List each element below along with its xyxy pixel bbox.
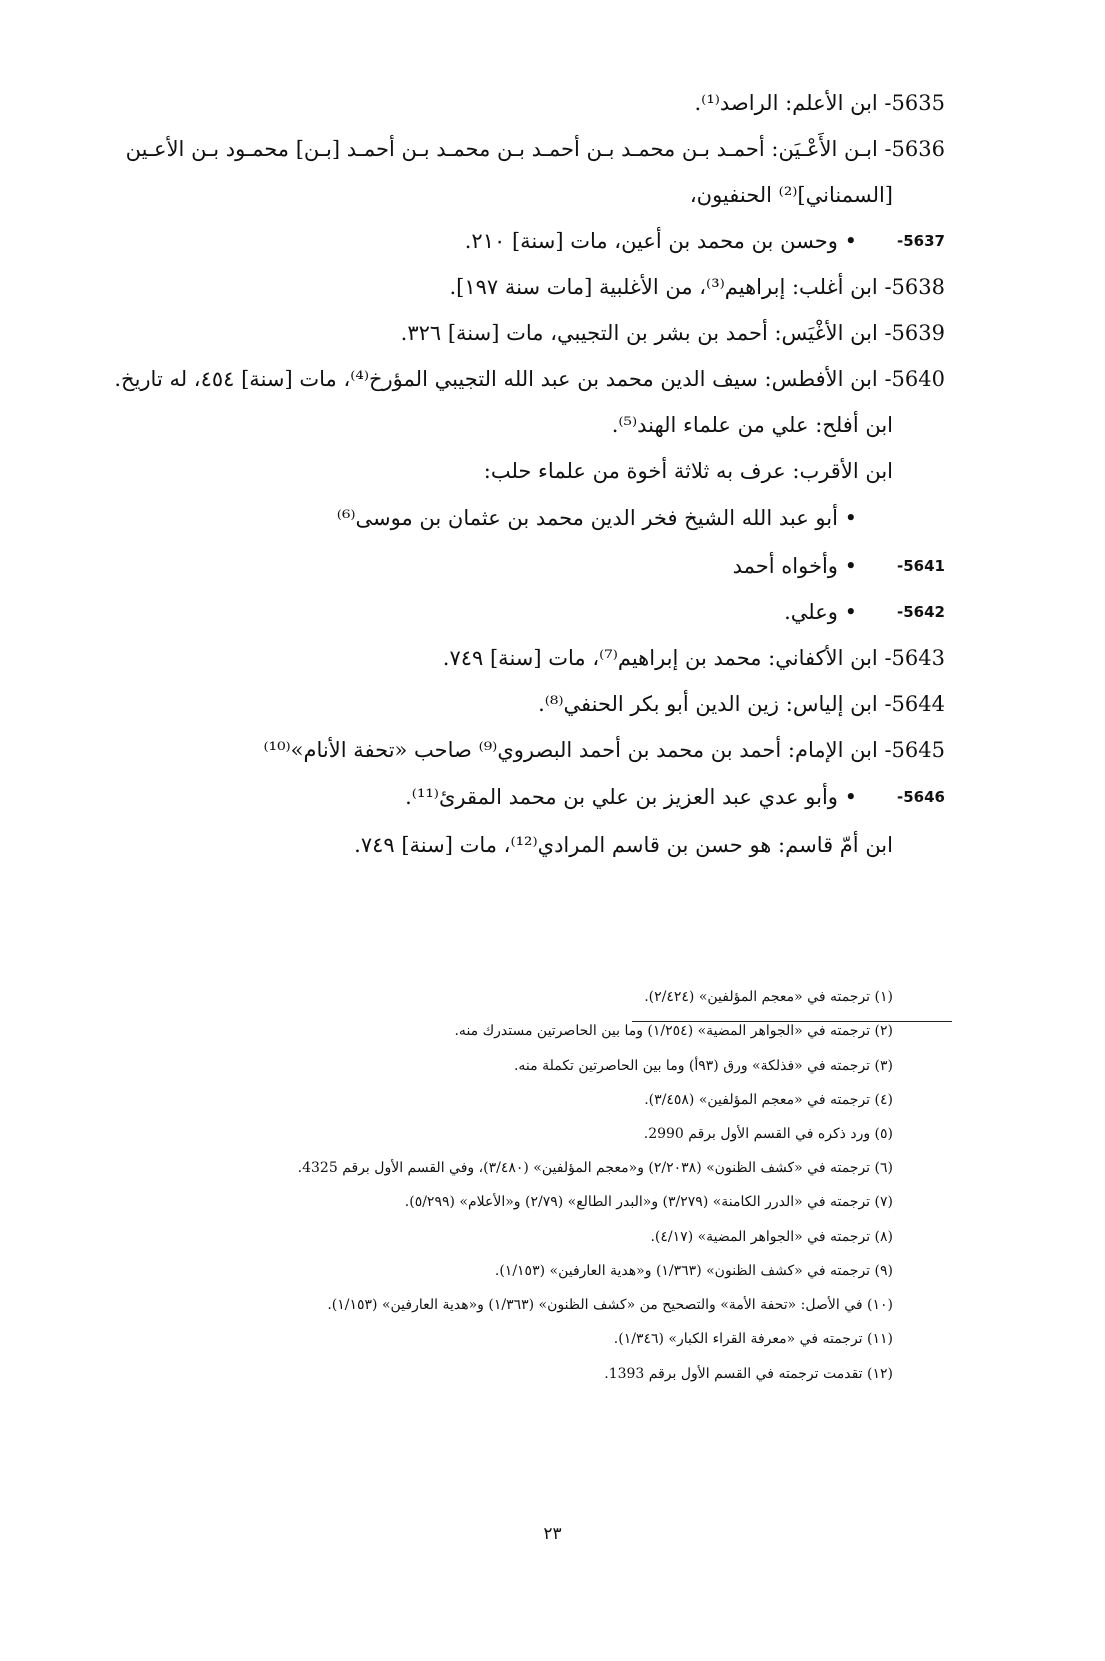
entry-ibn-umm-qasim: ابن أمّ قاسم: هو حسن بن قاسم المرادي⁽¹²⁾، مات [سنة] ٧٤٩.	[354, 833, 893, 857]
entry-number: 5646-	[897, 788, 945, 806]
page-number: ٢٣	[543, 1524, 562, 1544]
entry-5636-continuation: [السمناني]⁽²⁾ الحنفيون،	[689, 183, 893, 207]
footnote-11: (١١) ترجمته في «معرفة القراء الكبار» (١/٣٤٦).	[613, 1331, 893, 1347]
footnote-5: (٥) ورد ذكره في القسم الأول برقم 2990.	[643, 1126, 893, 1142]
footnote-1: (١) ترجمته في «معجم المؤلفين» (٢/٤٢٤).	[644, 989, 893, 1005]
entry-5646: • وأبو عدي عبد العزيز بن علي بن محمد المقرئ⁽¹¹⁾.	[405, 785, 857, 809]
entry-5644: 5644- ابن إلياس: زين الدين أبو بكر الحنفي⁽⁸⁾.	[538, 692, 945, 716]
footnote-10: (١٠) في الأصل: «تحفة الأمة» والتصحيح من «كشف الظنون» (١/٣٦٣) و«هدية العارفين» (١/١٥٣).	[327, 1297, 893, 1313]
footnote-2: (٢) ترجمته في «الجواهر المضية» (١/٢٥٤) وما بين الحاصرتين مستدرك منه.	[454, 1023, 893, 1039]
footnote-8: (٨) ترجمته في «الجواهر المضية» (٤/١٧).	[650, 1229, 893, 1245]
entry-ibn-al-aqrab: ابن الأقرب: عرف به ثلاثة أخوة من علماء حلب:	[483, 459, 893, 483]
entry-number: 5641-	[897, 557, 945, 575]
entry-5639: 5639- ابن الأغْيَس: أحمد بن بشر بن التجيبي، مات [سنة] ٣٢٦.	[400, 321, 945, 345]
entry-5641: • وأخواه أحمد	[732, 554, 857, 578]
footnote-7: (٧) ترجمته في «الدرر الكامنة» (٣/٢٧٩) و«البدر الطالع» (٢/٧٩) و«الأعلام» (٥/٢٩٩).	[404, 1194, 893, 1210]
entry-number: 5637-	[897, 232, 945, 250]
entry-5640: 5640- ابن الأفطس: سيف الدين محمد بن عبد الله التجيبي المؤرخ⁽⁴⁾، مات [سنة] ٤٥٤، له تاريخ.	[114, 367, 945, 391]
entry-5643: 5643- ابن الأكفاني: محمد بن إبراهيم⁽⁷⁾، مات [سنة] ٧٤٩.	[442, 646, 945, 670]
footnote-4: (٤) ترجمته في «معجم المؤلفين» (٣/٤٥٨).	[644, 1092, 893, 1108]
entry-aqrab-brother-muhammad: • أبو عبد الله الشيخ فخر الدين محمد بن عثمان بن موسى⁽⁶⁾	[336, 506, 857, 530]
entry-5638: 5638- ابن أغلب: إبراهيم⁽³⁾، من الأغلبية [مات سنة ١٩٧].	[449, 275, 945, 299]
footnote-6: (٦) ترجمته في «كشف الظنون» (٢/٢٠٣٨) و«معجم المؤلفين» (٣/٤٨٠)، وفي القسم الأول برقم 4325.	[297, 1160, 893, 1176]
entry-5642: • وعلي.	[784, 600, 857, 624]
entry-5636: 5636- ابـن الأَعْـيَن: أحمـد بـن محمـد بـن أحمـد بـن محمـد بـن أحمـد [بـن] محمـود بـن الأعـين	[125, 137, 945, 161]
footnote-12: (١٢) تقدمت ترجمته في القسم الأول برقم 1393.	[604, 1366, 893, 1382]
entry-5637: • وحسن بن محمد بن أعين، مات [سنة] ٢١٠.	[464, 229, 857, 253]
entry-5635: 5635- ابن الأعلم: الراصد⁽¹⁾.	[694, 91, 945, 115]
entry-number: 5642-	[897, 603, 945, 621]
footnote-9: (٩) ترجمته في «كشف الظنون» (١/٣٦٣) و«هدية العارفين» (١/١٥٣).	[494, 1263, 893, 1279]
entry-ibn-aflah: ابن أفلح: علي من علماء الهند⁽⁵⁾.	[611, 413, 893, 437]
footnote-3: (٣) ترجمته في «فذلكة» ورق (٩٣أ) وما بين الحاصرتين تكملة منه.	[513, 1058, 893, 1074]
entry-5645: 5645- ابن الإمام: أحمد بن محمد بن أحمد البصروي⁽⁹⁾ صاحب «تحفة الأنام»⁽¹⁰⁾	[263, 738, 945, 762]
